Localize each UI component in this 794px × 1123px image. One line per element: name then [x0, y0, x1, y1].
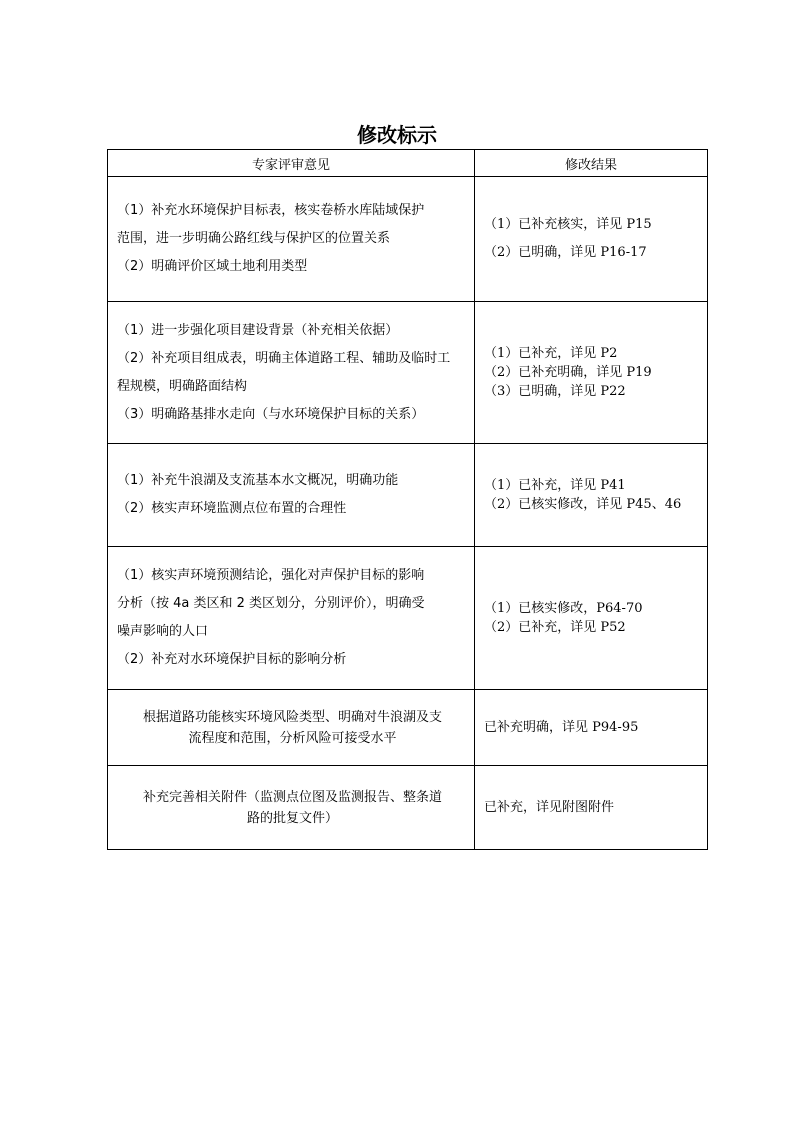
comment-line: 分析（按 4a 类区和 2 类区划分，分别评价），明确受: [117, 596, 425, 611]
comment-line: 补充完善相关附件（监测点位图及监测报告、整条道: [142, 789, 442, 805]
comment-line: 程规模，明确路面结构: [117, 378, 248, 394]
result-line: （1）已补充，详见 P41: [484, 478, 626, 493]
page-title: 修改标示: [357, 123, 437, 147]
result-line: 已补充明确，详见 P94-95: [484, 719, 639, 735]
result-cell: [475, 547, 708, 690]
table-row: [108, 690, 708, 766]
table-row: [108, 177, 708, 302]
comment-line: （3）明确路基排水走向（与水环境保护目标的关系）: [117, 406, 425, 422]
result-line: 已补充，详见附图附件: [484, 799, 615, 815]
header-expert-comments: 专家评审意见: [108, 150, 475, 177]
comment-line: 路的批复文件）: [246, 810, 338, 826]
table-row: [108, 766, 708, 850]
comment-line: （1）补充水环境保护目标表，核实卷桥水库陆域保护: [117, 203, 425, 218]
review-table: [107, 149, 708, 850]
comment-line: （2）明确评价区域土地利用类型: [117, 259, 308, 274]
comment-line: （2）补充对水环境保护目标的影响分析: [117, 652, 347, 667]
comment-line: 范围，进一步明确公路红线与保护区的位置关系: [117, 231, 391, 246]
result-cell: [475, 766, 708, 850]
result-line: （1）已补充核实，详见 P15: [484, 217, 652, 232]
result-line: （2）已明确，详见 P16-17: [484, 245, 647, 260]
table-row: [108, 547, 708, 690]
table-row: [108, 444, 708, 547]
comment-line: （2）补充项目组成表，明确主体道路工程、辅助及临时工: [117, 350, 451, 366]
result-cell: [475, 177, 708, 302]
comment-line: 流程度和范围，分析风险可接受水平: [188, 730, 397, 746]
comment-cell: [108, 302, 475, 444]
result-line: （2）已核实修改，详见 P45、46: [484, 497, 682, 512]
result-line: （2）已补充明确，详见 P19: [484, 365, 652, 380]
comment-cell: [108, 177, 475, 302]
comment-line: （1）核实声环境预测结论，强化对声保护目标的影响: [117, 568, 425, 583]
comment-line: （1）进一步强化项目建设背景（补充相关依据）: [117, 322, 399, 338]
result-line: （1）已补充，详见 P2: [484, 346, 618, 361]
result-cell: [475, 690, 708, 766]
result-line: （1）已核实修改，P64-70: [484, 601, 643, 616]
comment-line: （1）补充牛浪湖及支流基本水文概况，明确功能: [117, 473, 399, 488]
table-header-row: [108, 150, 708, 177]
header-revision-results: 修改结果: [475, 150, 708, 177]
result-line: （2）已补充，详见 P52: [484, 620, 626, 635]
comment-cell: [108, 444, 475, 547]
table-row: [108, 302, 708, 444]
result-line: （3）已明确，详见 P22: [484, 384, 626, 399]
comment-line: 噪声影响的人口: [117, 624, 209, 639]
comment-cell: [108, 766, 475, 850]
result-cell: [475, 302, 708, 444]
comment-line: 根据道路功能核实环境风险类型、明确对牛浪湖及支: [142, 709, 442, 725]
comment-line: （2）核实声环境监测点位布置的合理性: [117, 501, 347, 516]
comment-cell: [108, 547, 475, 690]
comment-cell: [108, 690, 475, 766]
result-cell: [475, 444, 708, 547]
